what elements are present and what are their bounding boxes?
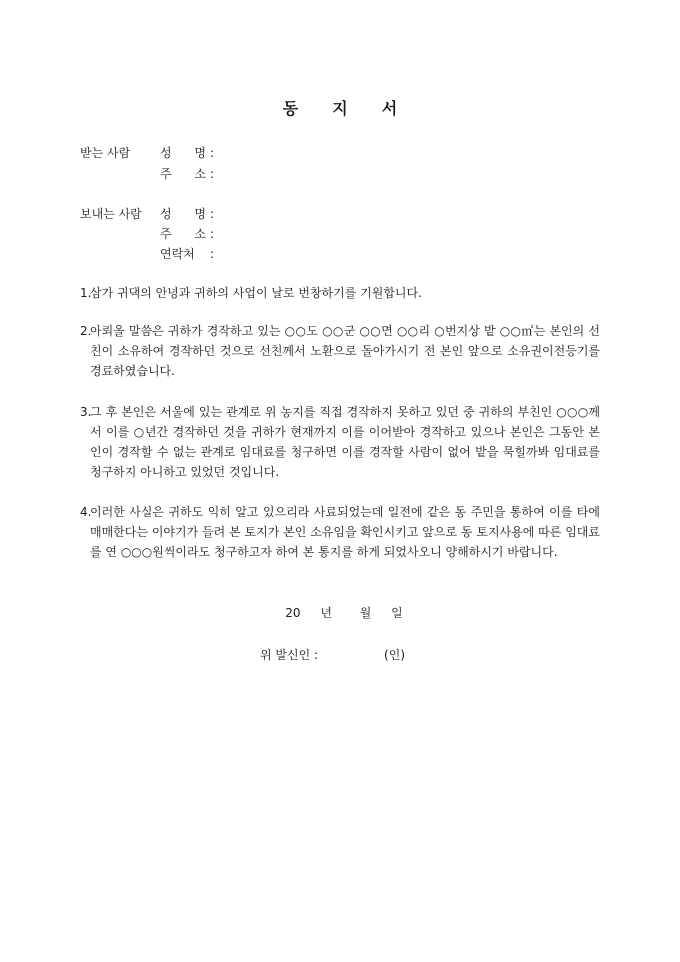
paragraph-2 <box>80 321 600 381</box>
sender-address-field <box>160 225 214 242</box>
seal-mark: (인) <box>384 648 406 662</box>
paragraph-text: 아뢰올 말씀은 귀하가 경작하고 있는 ○○도 ○○군 ○○면 ○○리 ○번지상 밭 ○○㎡는 본인의 선친이 소유하여 경작하던 것으로 선친께서 노환으로 돌아가시기 전 본인 앞으로 소유권이전등기를 경료하였습니다. <box>90 324 600 378</box>
signer-label: 위 발신인 : <box>260 648 319 662</box>
field-colon: : <box>210 207 215 221</box>
sender-contact-field <box>160 245 214 262</box>
title-char: 지 <box>332 99 348 118</box>
paragraph-4 <box>80 502 600 562</box>
title-char: 서 <box>381 99 398 118</box>
paragraph-number: 1. <box>80 286 92 300</box>
field-label: 성 명 <box>160 207 206 221</box>
field-colon: : <box>210 167 215 181</box>
paragraph-1 <box>80 283 600 303</box>
date-year-unit: 년 <box>320 606 332 620</box>
title-char: 동 <box>282 99 299 118</box>
paragraph-3 <box>80 402 600 482</box>
field-label: 주 소 <box>160 167 206 181</box>
recipient-name-field <box>160 144 214 161</box>
sender-name-field <box>160 205 214 222</box>
date-line <box>0 604 680 621</box>
field-colon: : <box>210 146 215 160</box>
field-label: 주 소 <box>160 227 206 241</box>
recipient-role-label: 받는 사람 <box>80 146 131 160</box>
sender-role-label: 보내는 사람 <box>80 207 142 221</box>
paragraph-number: 2. <box>80 324 92 338</box>
date-month: 월 <box>359 606 372 620</box>
field-label: 연락처 <box>160 247 195 261</box>
date-year <box>277 606 340 620</box>
date-year-value: 20 <box>285 606 301 620</box>
field-colon: : <box>210 247 215 261</box>
paragraph-number: 4. <box>80 505 92 519</box>
field-label: 성 명 <box>160 146 206 160</box>
field-colon: : <box>210 227 215 241</box>
date-day: 일 <box>391 606 403 620</box>
paragraph-number: 3. <box>80 405 92 419</box>
recipient-address-field <box>160 165 214 182</box>
paragraph-text: 삼가 귀댁의 안녕과 귀하의 사업이 날로 번창하기를 기원합니다. <box>90 286 422 300</box>
paragraph-text: 이러한 사실은 귀하도 익히 알고 있으리라 사료되었는데 일전에 같은 동 주민을 통하여 이를 타에 매매한다는 이야기가 들려 본 토지가 본인 소유임을 확인시키고 앞으로 동 토지사용에 따른 임대료를 연 ○○○원씩이라도 청구하고자 하여 본 통지를 하게 되었사오니 양해하시기 바랍니다. <box>90 505 600 559</box>
document-title <box>0 96 680 119</box>
paragraph-text: 그 후 본인은 서울에 있는 관계로 위 농지를 직접 경작하지 못하고 있던 중 귀하의 부친인 ○○○께서 이를 ○년간 경작하던 것을 귀하가 현재까지 이를 이어받아 경작하고 있으나 본인은 그동안 본인이 경작할 수 없는 관계로 임대료를 청구하면 이를 경작할 사람이 없어 밭을 묵힐까봐 임대료를 청구하지 아니하고 있었던 것입니다. <box>90 405 600 479</box>
signer-line <box>260 646 405 663</box>
